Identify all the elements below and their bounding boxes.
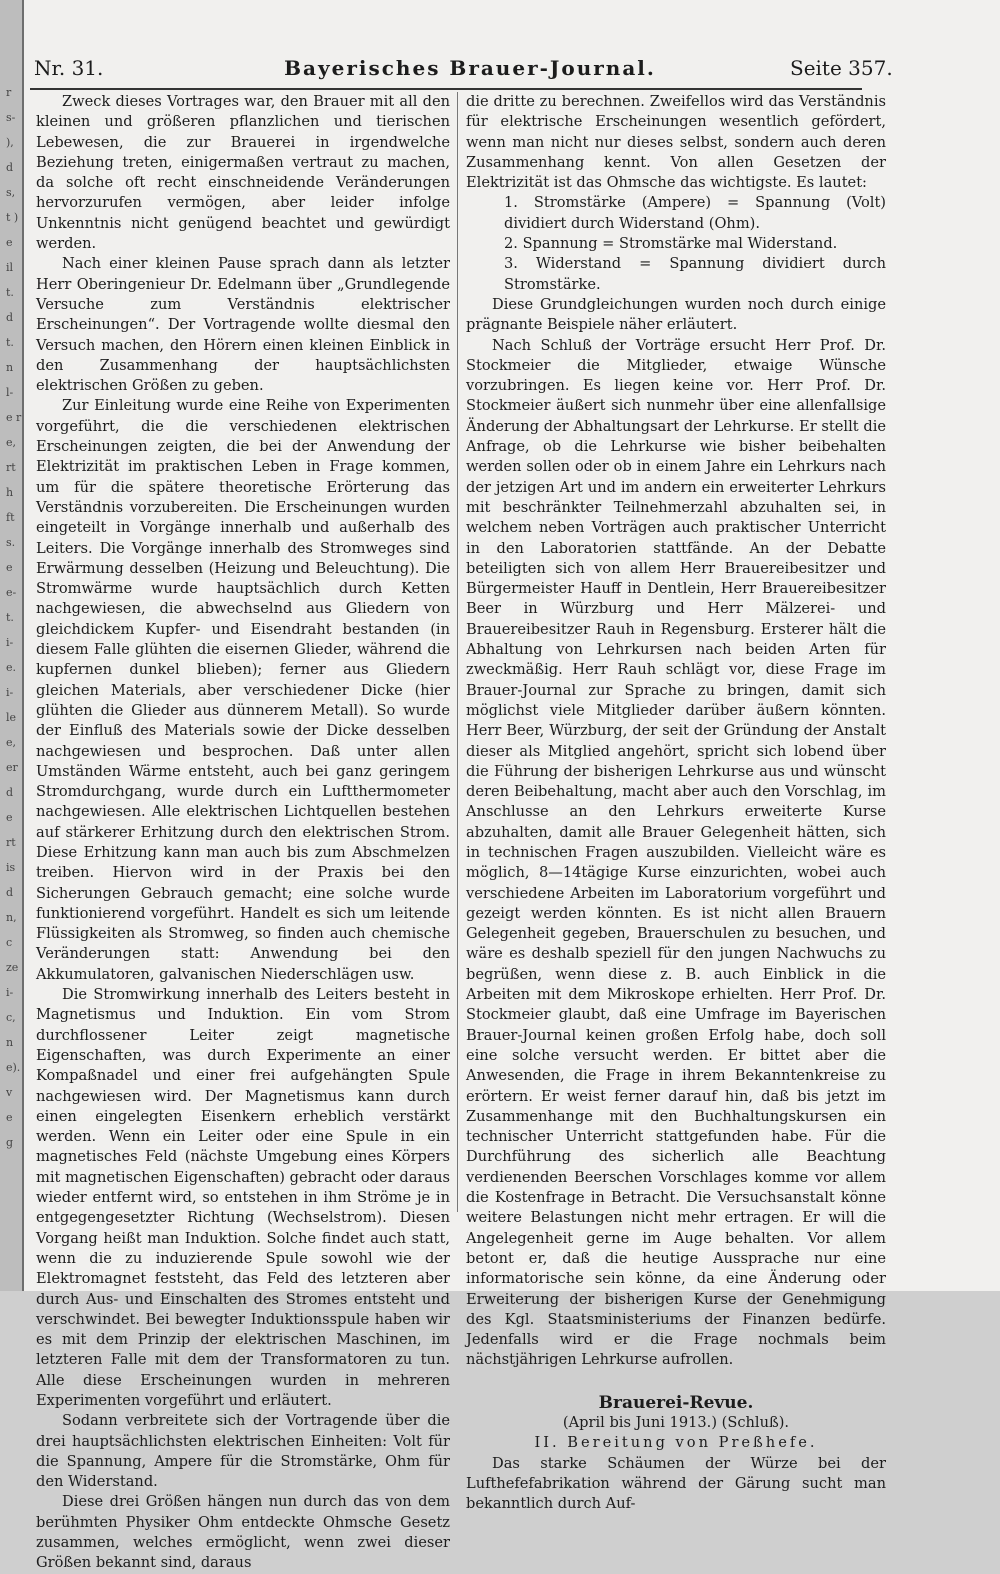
paragraph: Zweck dieses Vortrages war, den Brauer mit all den kleinen und größeren pflanzlichen und tierischen Lebewesen, die zur Brauerei in irgendwelche Beziehung treten, einigermaßen vertraut zu machen, da solche oft recht einschneidende Veränderungen hervorzurufen vermögen, aber leider infolge Unkenntnis nicht genügend beachtet und gewürdigt werden. (36, 93, 450, 253)
paragraph: Die Stromwirkung innerhalb des Leiters besteht in Magnetismus und Induktion. Ein vom Strom durchflossener Leiter zeigt magnetische Eigenschaften, was durch Experimente an einer Kompaßnadel und einer frei aufgehängten Spule nachgewiesen wird. Der Magnetismus kann durch einen eingelegten Eisenkern erheblich verstärkt werden. Wenn ein Leiter oder eine Spule in ein magnetisches Feld (nächste Umgebung eines Körpers mit magnetischen Eigenschaften) gebracht oder daraus wieder entfernt wird, so entstehen in ihm Ströme je in entgegengesetzter Richtung (Wechselstrom). Diesen Vorgang heißt man Induktion. Solche findet auch statt, wenn die zu induzierende Spule sowohl wie der Elektromagnet feststeht, das Feld des letzteren aber durch Aus- und Einschalten des Stromes entsteht und verschwindet. Bei bewegter Induktionsspule haben wir es mit dem Prinzip der elektrischen Maschinen, im letzteren Falle mit dem der Transformatoren zu tun. Alle diese Erscheinungen wurden in mehreren Experimenten vorgeführt und erläutert. (36, 986, 450, 1409)
paragraph: Sodann verbreitete sich der Vortragende über die drei hauptsächlichsten elektrischen Einheiten: Volt für die Spannung, Ampere für die Stromstärke, Ohm für den Widerstand. (36, 1412, 450, 1491)
section-dates: (April bis Juni 1913.) (Schluß). (562, 1414, 790, 1431)
equation-3: 3. Widerstand = Spannung dividiert durch Stromstärke. (504, 255, 886, 293)
left-column (36, 92, 450, 1574)
paragraph: Nach einer kleinen Pause sprach dann als letzter Herr Oberingenieur Dr. Edelmann über „Grundlegende Versuche zum Verständnis elektrischer Erscheinungen“. Der Vortragende wollte diesmal den Versuch machen, den Hörern einen kleinen Einblick in den Zusammenhang der hauptsächlichsten elektrischen Größen zu geben. (36, 255, 450, 395)
paragraph: Diese Grundgleichungen wurden noch durch einige prägnante Beispiele näher erläutert. (466, 295, 886, 334)
right-column (466, 92, 886, 1514)
journal-title: Bayerisches Brauer-Journal. (284, 56, 656, 80)
gutter-fragments: r s- ), d s, t ) e il t. d t. n l- e r e, rt h ft s. e e- t. i- e. i- le e, er d e rt is d n, c ze i- c, n e). v e g (6, 86, 22, 1149)
header-rule (30, 88, 862, 90)
paragraph: Diese drei Größen hängen nun durch das von dem berühmten Physiker Ohm entdeckte Ohmsche Gesetz zusammen, welches ermöglicht, wenn zwei dieser Größen bekannt sind, daraus (36, 1493, 450, 1572)
page-header (30, 52, 893, 86)
issue-number: Nr. 31. (34, 56, 104, 80)
paragraph: die dritte zu berechnen. Zweifellos wird das Verständnis für elektrische Erscheinungen wesentlich gefördert, wenn man nicht nur dieses selbst, sondern auch deren Zusammenhang kennt. Von allen Gesetzen der Elektrizität ist das Ohmsche das wichtigste. Es lautet: (466, 93, 886, 192)
page-number: Seite 357. (790, 56, 893, 80)
binding-gutter (0, 0, 24, 1291)
paragraph: Nach Schluß der Vorträge ersucht Herr Prof. Dr. Stockmeier die Mitglieder, etwaige Wünsche vorzubringen. Es liegen keine vor. Herr Prof. Dr. Stockmeier äußert sich nunmehr über eine allenfallsige Änderung der Abhaltungsart der Lehrkurse. Er stellt die Anfrage, ob die Lehrkurse wie bisher beibehalten werden sollen oder ob in einem Jahre ein Lehrkurs nach der jetzigen Art und im andern ein erweiterter Lehrkurs mit beschränkter Teilnehmerzahl abzuhalten sei, in welchem neben Vorträgen auch praktischer Unterricht in den Laboratorien stattfände. An der Debatte beteiligten sich von allem Herr Brauereibesitzer und Bürgermeister Hauff in Dentlein, Herr Brauereibesitzer Beer in Würzburg und Herr Mälzerei- und Brauereibesitzer Rauh in Regensburg. Ersterer hält die Abhaltung von Lehrkursen nach beiden Arten für zweckmäßig. Herr Rauh schlägt vor, diese Frage im Brauer-Journal zur Sprache zu bringen, damit sich möglichst viele Mitglieder darüber äußern könnten. Herr Beer, Würzburg, der seit der Gründung der Anstalt dieser als Mitglied angehört, spricht sich lobend über die Führung der bisherigen Lehrkurse aus und wünscht deren Beibehaltung, macht aber auch den Vorschlag, im Anschlusse an den Lehrkurs erweiterte Kurse abzuhalten, damit alle Brauer Gelegenheit hätten, sich in technischen Fragen auszubilden. Vielleicht wäre es möglich, 8—14tägige Kurse einzurichten, wobei auch verschiedene Arbeiten im Laboratorium vorgeführt und gezeigt werden könnten. Es ist nicht allen Brauern Gelegenheit gegeben, Brauerschulen zu besuchen, und wäre es deshalb speziell für den jungen Nachwuchs zu begrüßen, wenn diese z. B. auch Einblick in die Arbeiten mit dem Mikroskope erhielten. Herr Prof. Dr. Stockmeier glaubt, daß eine Umfrage im Bayerischen Brauer-Journal keinen großen Erfolg habe, doch soll eine solche versucht werden. Er bittet aber die Anwesenden, die Frage in ihrem Bekanntenkreise zu erörtern. Er weist ferner darauf hin, daß bis jetzt im Zusammenhange mit den Buchhaltungskursen ein technischer Unterricht stattgefunden habe. Für die Durchführung des sicherlich alle Beachtung verdienenden Beerschen Vorschlages komme vor allem die Kostenfrage in Betracht. Die Versuchsanstalt könne weitere Belastungen nicht mehr ertragen. Er will die Angelegenheit gerne im Auge behalten. Vor allem betont er, daß die heutige Aussprache nur eine informatorische sein könne, da eine Änderung oder Erweiterung der bisherigen Kurse der Genehmigung des Kgl. Staatsministeriums der Finanzen bedürfe. Jedenfalls wird er die Frage nochmals beim nächstjährigen Lehrkurse aufrollen. (466, 336, 886, 1369)
paragraph: Das starke Schäumen der Würze bei der Lufthefefabrikation während der Gärung sucht man bekanntlich durch Auf- (466, 1454, 886, 1513)
paragraph: Zur Einleitung wurde eine Reihe von Experimenten vorgeführt, die die verschiedenen elektrischen Erscheinungen zeigten, die bei der Anwendung der Elektrizität im praktischen Leben in Frage kommen, um für die spätere theoretische Erörterung das Verständnis vorzubereiten. Die Erscheinungen wurden eingeteilt in Vorgänge innerhalb und außerhalb des Leiters. Die Vorgänge innerhalb des Stromweges sind Erwärmung desselben (Heizung und Beleuchtung). Die Stromwärme wurde hauptsächlich durch Ketten nachgewiesen, die abwechselnd aus Gliedern von gleichdickem Kupfer- und Eisendraht bestanden (in diesem Falle glühten die eisernen Glieder, während die kupfernen dunkel blieben); ferner aus Gliedern gleichen Materials, aber verschiedener Dicke (hier glühten die Glieder aus dünnerem Metall). So wurde der Einfluß des Materials sowie der Dicke desselben nachgewiesen und besprochen. Daß unter allen Umständen Wärme entsteht, auch bei ganz geringem Stromdurchgang, wurde durch ein Luftthermometer nachgewiesen. Alle elektrischen Lichtquellen bestehen auf stärkerer Erhitzung durch den elektrischen Strom. Diese Erhitzung kann man auch bis zum Abschmelzen treiben. Hiervon wird in der Praxis bei den Sicherungen Gebrauch gemacht; eine solche wurde funktionierend vorgeführt. Handelt es sich um leitende Flüssigkeiten als Stromweg, so finden auch chemische Veränderungen statt: Anwendung bei den Akkumulatoren, galvanischen Niederschlägen usw. (36, 397, 450, 983)
section-title: Brauerei-Revue. (598, 1392, 754, 1413)
equation-1: 1. Stromstärke (Ampere) = Spannung (Volt) dividiert durch Widerstand (Ohm). (504, 194, 886, 232)
equation-2: 2. Spannung = Stromstärke mal Widerstand. (504, 235, 838, 253)
column-divider (457, 92, 458, 1212)
subsection-title: II. Bereitung von Preßhefe. (534, 1434, 818, 1452)
